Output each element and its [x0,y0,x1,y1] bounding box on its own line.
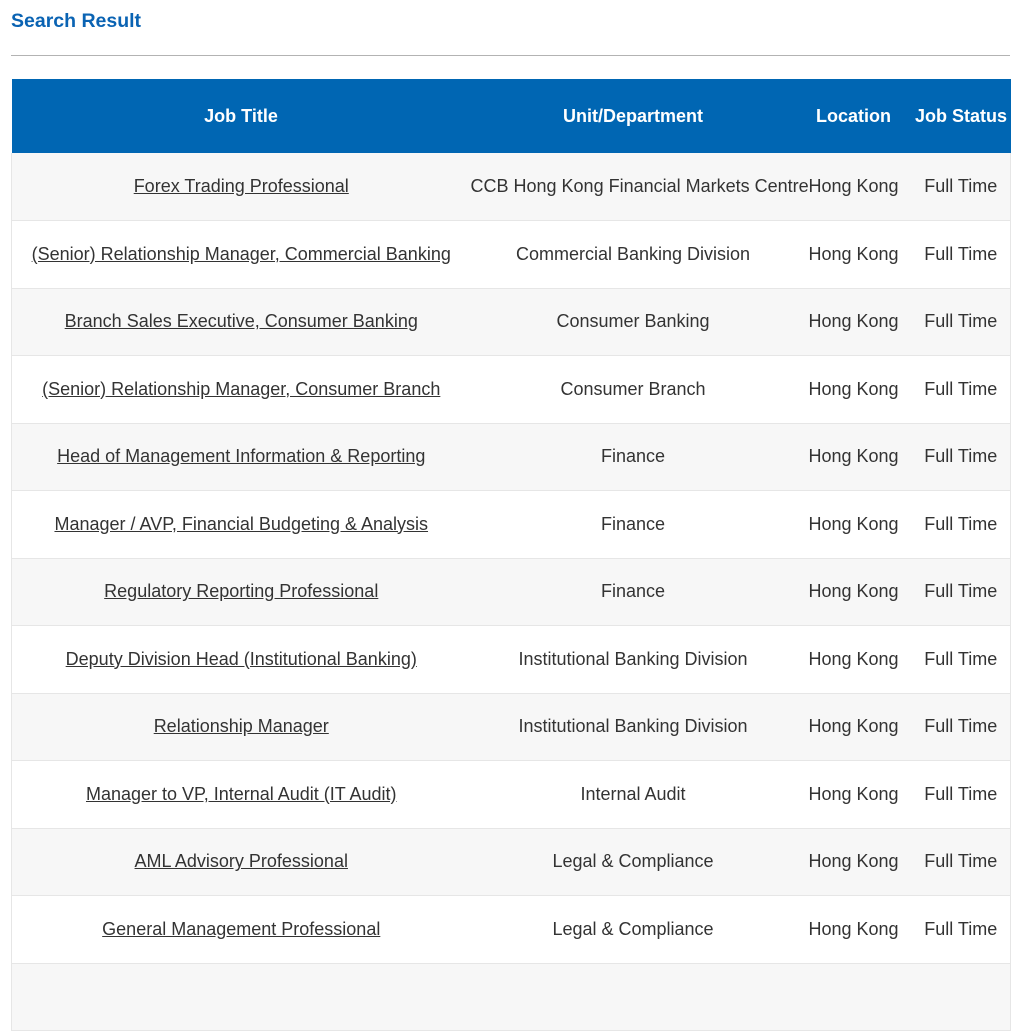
location-cell: Hong Kong [796,896,912,964]
job-status-cell: Full Time [912,423,1011,491]
job-status-cell: Full Time [912,693,1011,761]
location-cell: Hong Kong [796,356,912,424]
job-title-cell [12,288,471,356]
location-cell: Hong Kong [796,423,912,491]
location-cell: Hong Kong [796,491,912,559]
unit-department-cell: Legal & Compliance [471,896,796,964]
location-cell: Hong Kong [796,828,912,896]
job-title-link[interactable]: AML Advisory Professional [134,851,348,872]
job-title-cell [12,491,471,559]
location-cell: Hong Kong [796,288,912,356]
location-cell: Hong Kong [796,153,912,221]
unit-department-cell: Internal Audit [471,761,796,829]
job-title-link[interactable]: Manager / AVP, Financial Budgeting & Analysis [54,513,429,534]
job-title-cell [12,828,471,896]
table-body [12,153,1011,1031]
job-title-cell [12,356,471,424]
job-title-cell [12,153,471,221]
job-status-cell: Full Time [912,558,1011,626]
table-row [12,153,1011,221]
job-status-cell: Full Time [912,221,1011,289]
job-title-cell [12,693,471,761]
unit-department-cell: Commercial Banking Division [471,221,796,289]
job-title-cell [12,423,471,491]
title-divider [11,55,1010,56]
job-title-cell [12,761,471,829]
table-row [12,693,1011,761]
job-title-link[interactable]: General Management Professional [102,918,381,939]
job-title-link[interactable]: (Senior) Relationship Manager, Consumer Branch [42,378,441,399]
column-header-unit-department[interactable]: Unit/Department [562,105,703,126]
job-status-cell: Full Time [912,288,1011,356]
table-row [12,288,1011,356]
location-cell [796,963,912,1031]
table-row [12,828,1011,896]
table-header [12,79,1011,153]
job-title-link[interactable]: Forex Trading Professional [133,176,349,196]
location-cell: Hong Kong [796,761,912,829]
location-cell: Hong Kong [796,693,912,761]
unit-department-cell: Legal & Compliance [471,828,796,896]
unit-department-cell: Consumer Branch [471,356,796,424]
job-status-cell: Full Time [912,153,1011,221]
unit-department-cell: Finance [471,558,796,626]
job-title-cell [12,558,471,626]
location-cell: Hong Kong [796,558,912,626]
job-title-link[interactable]: Relationship Manager [153,716,329,737]
job-status-cell [912,963,1011,1031]
table-header-row [12,79,1011,153]
job-title-cell [12,963,471,1031]
column-header-job-status[interactable]: Job Status [914,105,1007,126]
table-row [12,221,1011,289]
search-results-table [11,79,1011,1031]
location-cell: Hong Kong [796,626,912,694]
table-row [12,558,1011,626]
job-title-cell [12,896,471,964]
job-title-cell [12,626,471,694]
table-row [12,963,1011,1031]
unit-department-cell: Institutional Banking Division [471,626,796,694]
page-title: Search Result [11,10,142,32]
job-title-link[interactable]: Branch Sales Executive, Consumer Banking [64,311,418,332]
column-header-job-title[interactable]: Job Title [204,105,278,126]
job-status-cell: Full Time [912,761,1011,829]
job-status-cell: Full Time [912,896,1011,964]
job-title-link[interactable]: Deputy Division Head (Institutional Banking) [65,648,417,669]
job-status-cell: Full Time [912,356,1011,424]
table-row [12,896,1011,964]
unit-department-cell: Consumer Banking [471,288,796,356]
job-title-cell [12,221,471,289]
job-title-link[interactable]: Manager to VP, Internal Audit (IT Audit) [85,783,397,804]
job-title-link[interactable]: Regulatory Reporting Professional [104,581,379,602]
table-row [12,491,1011,559]
table-row [12,423,1011,491]
job-status-cell: Full Time [912,491,1011,559]
unit-department-cell: Finance [471,491,796,559]
unit-department-cell [471,963,796,1031]
job-title-link[interactable]: Head of Management Information & Reporting [57,446,426,467]
table-row [12,626,1011,694]
job-status-cell: Full Time [912,828,1011,896]
table-row [12,356,1011,424]
unit-department-cell: CCB Hong Kong Financial Markets Centre [471,153,796,221]
unit-department-cell: Institutional Banking Division [471,693,796,761]
job-title-link[interactable]: (Senior) Relationship Manager, Commercial Banking [31,243,451,264]
job-status-cell: Full Time [912,626,1011,694]
location-cell: Hong Kong [796,221,912,289]
column-header-location[interactable]: Location [816,105,891,126]
unit-department-cell: Finance [471,423,796,491]
table-row [12,761,1011,829]
